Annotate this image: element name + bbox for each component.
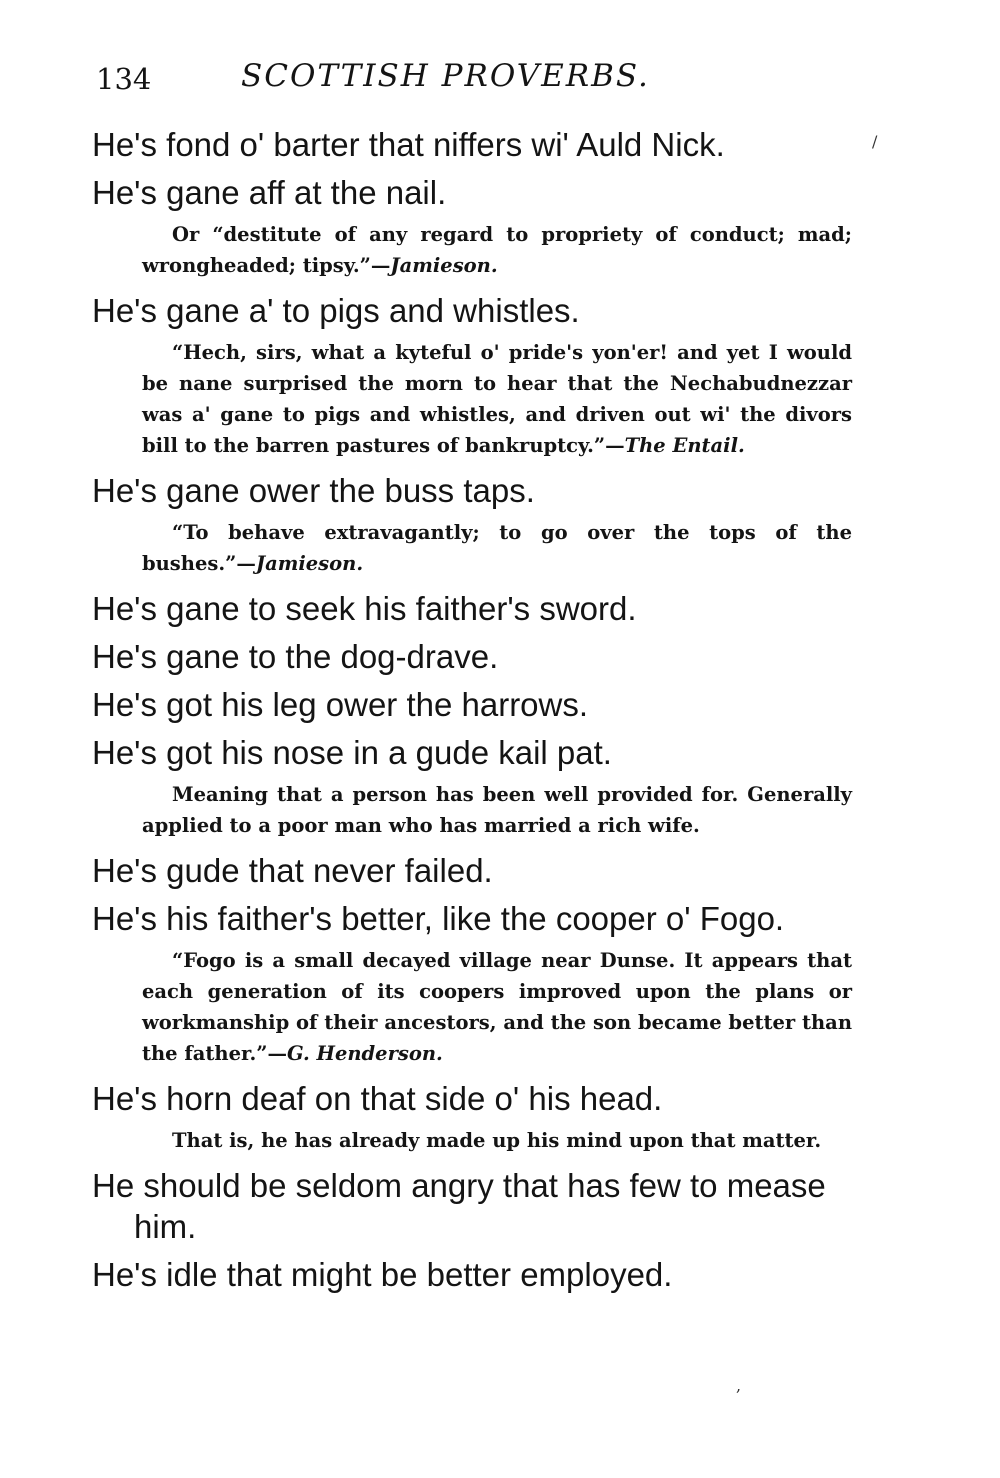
note-citation: Jamieson. [255, 552, 364, 575]
page-number: 134 [96, 62, 152, 96]
note-text: That is, he has already made up his mind upon that matter. [172, 1129, 822, 1152]
proverb-note [142, 219, 852, 281]
note-text: Or “destitute of any regard to propriety of conduct; mad; wrongheaded; tipsy.”— [142, 223, 852, 277]
running-title: SCOTTISH PROVERBS. [241, 58, 650, 94]
proverb: He's gane a' to pigs and whistles. [92, 292, 580, 329]
note-citation: G. Henderson. [286, 1042, 443, 1065]
proverb-note [142, 337, 852, 461]
proverb-note [142, 517, 852, 579]
page-header [96, 58, 916, 106]
proverb: He's gane to the dog-drave. [92, 638, 499, 675]
proverb-note [142, 945, 852, 1069]
proverb: He's got his leg ower the harrows. [92, 686, 589, 723]
note-citation: The Entail. [624, 434, 745, 457]
stray-mark: / [872, 132, 878, 151]
note-text: “Hech, sirs, what a kyteful o' pride's yon'er! and yet I would be nane surprised the morn to hear that the Nechabudnezzar was a' gane to pigs and whistles, and driven out wi' the divors bill to the barren pastures of bankruptcy.”— [142, 341, 852, 457]
proverb: He's gane ower the buss taps. [92, 472, 535, 509]
note-text: “Fogo is a small decayed village near Dunse. It appears that each generation of its coopers improved upon the plans or workmanship of their ancestors, and the son became better than the father.”— [142, 949, 852, 1065]
stray-mark: , [736, 1376, 742, 1395]
proverb: He should be seldom angry that has few to mease him. [92, 1167, 826, 1245]
proverb: He's his faither's better, like the cooper o' Fogo. [92, 900, 785, 937]
note-text: “To behave extravagantly; to go over the tops of the bushes.”— [142, 521, 852, 575]
proverb-note [142, 1125, 852, 1156]
proverb: He's gane to seek his faither's sword. [92, 590, 637, 627]
proverb-list [92, 124, 852, 1302]
proverb: He's horn deaf on that side o' his head. [92, 1080, 663, 1117]
proverb: He's gude that never failed. [92, 852, 493, 889]
proverb: He's got his nose in a gude kail pat. [92, 734, 612, 771]
proverb: He's gane aff at the nail. [92, 174, 447, 211]
note-citation: Jamieson. [390, 254, 498, 277]
proverb: He's idle that might be better employed. [92, 1256, 673, 1293]
proverb: He's fond o' barter that niffers wi' Auld Nick. [92, 126, 725, 163]
proverb-note [142, 779, 852, 841]
note-text: Meaning that a person has been well provided for. Generally applied to a poor man who has married a rich wife. [142, 783, 852, 837]
